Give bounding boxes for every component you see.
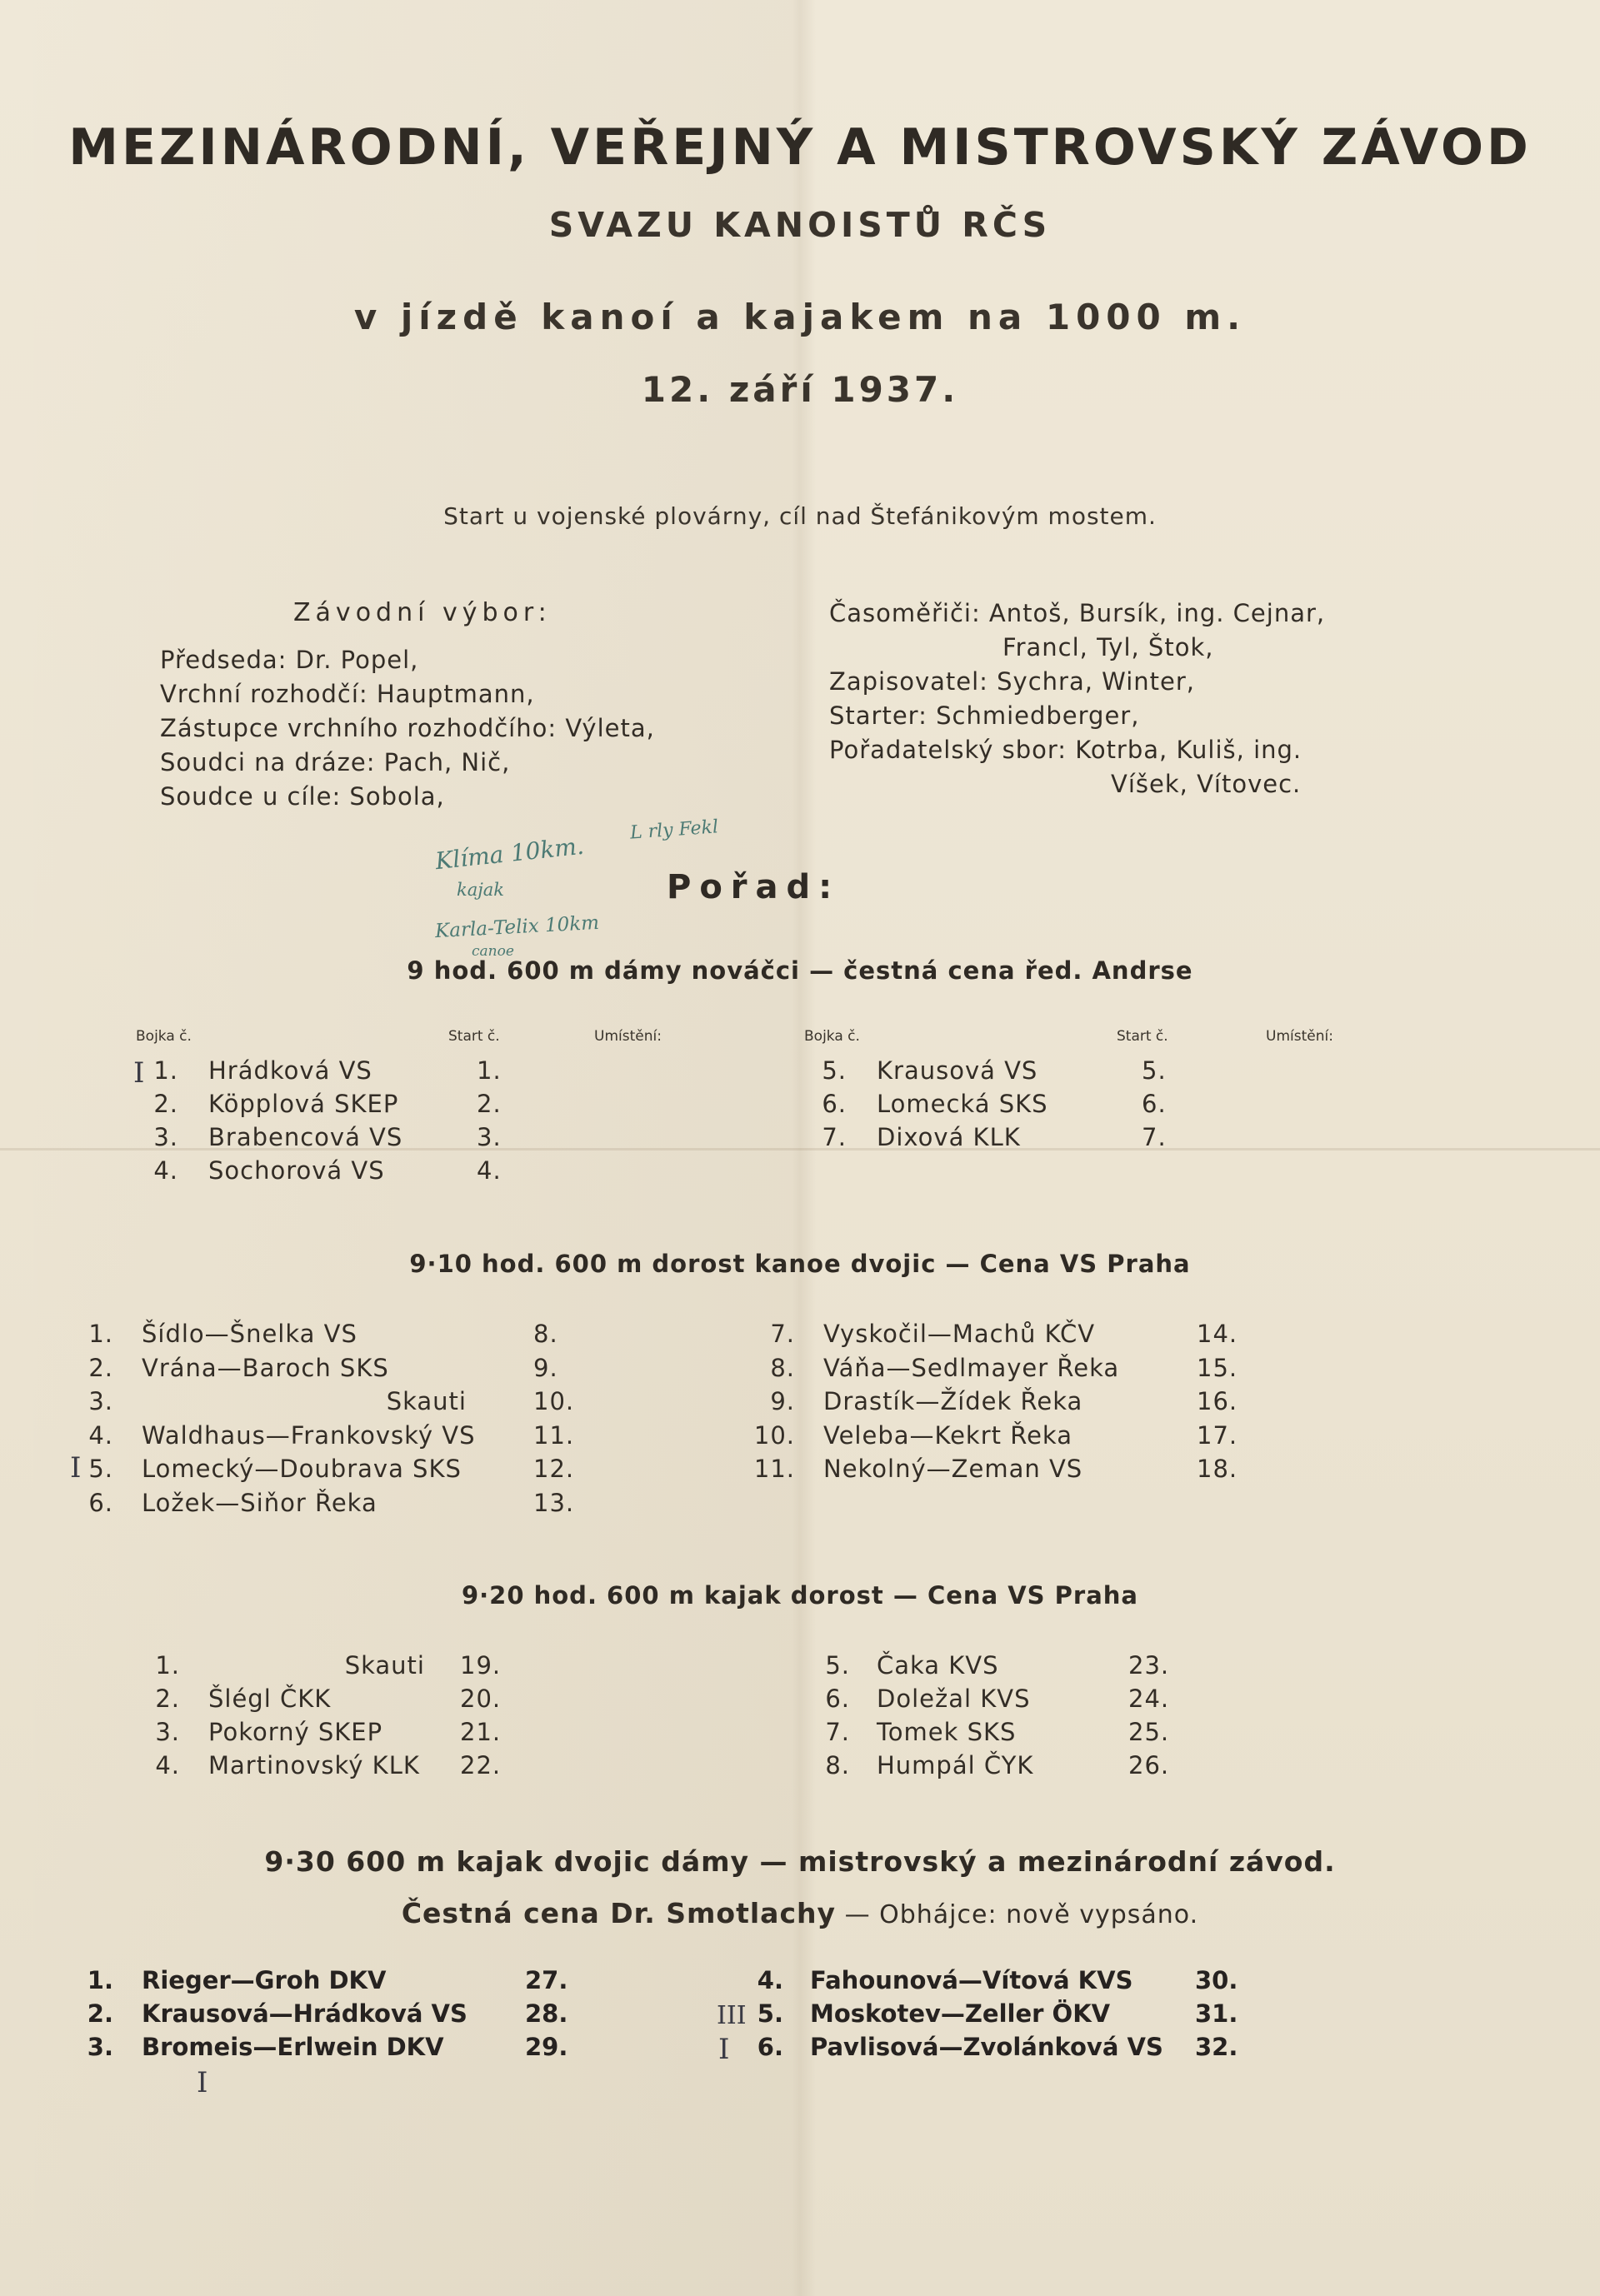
competitor-name: Martinovský KLK: [208, 1751, 420, 1779]
start-number: 16.: [1197, 1387, 1238, 1415]
boat-number: 7.: [770, 1320, 795, 1348]
start-number: 20.: [460, 1685, 502, 1713]
boat-number: 6.: [88, 1488, 113, 1517]
start-number: 4.: [477, 1156, 502, 1185]
boat-number: 3.: [153, 1123, 178, 1151]
competitor-name: Šlégl ČKK: [208, 1685, 332, 1713]
race2-heading: 9·10 hod. 600 m dorost kanoe dvojic — Cena VS Praha: [409, 1250, 1191, 1278]
competitor-name: Moskotev—Zeller ÖKV: [810, 1999, 1111, 2028]
start-number: 8.: [533, 1320, 558, 1348]
competitor-name: Vrána—Baroch SKS: [142, 1353, 389, 1382]
col-start-number: Start č.: [1117, 1028, 1168, 1045]
start-number: 7.: [1142, 1123, 1167, 1151]
start-number: 10.: [533, 1387, 575, 1415]
competitor-name: Lomecká SKS: [877, 1090, 1048, 1118]
start-number: 1.: [477, 1056, 502, 1085]
start-number: 2.: [477, 1090, 502, 1118]
start-finish-info: Start u vojenské plovárny, cíl nad Štefánikovým mostem.: [443, 502, 1157, 530]
start-number: 27.: [525, 1966, 568, 1994]
boat-number: 9.: [770, 1387, 795, 1415]
handwritten-note: Klíma 10km.: [433, 831, 586, 876]
start-number: 32.: [1195, 2033, 1238, 2061]
committee-line: Soudci na dráze: Pach, Nič,: [160, 748, 511, 776]
handwritten-note: canoe: [472, 943, 514, 960]
start-number: 23.: [1128, 1651, 1170, 1680]
committee-line: Zástupce vrchního rozhodčího: Výleta,: [160, 714, 655, 742]
start-number: 31.: [1195, 1999, 1238, 2028]
competitor-name: Sochorová VS: [208, 1156, 385, 1185]
boat-number: 4.: [757, 1966, 783, 1994]
start-number: 11.: [533, 1420, 575, 1450]
competitor-name: Köpplová SKEP: [208, 1090, 399, 1118]
start-number: 17.: [1197, 1420, 1238, 1450]
col-placing: Umístění:: [1266, 1028, 1333, 1045]
start-number: 12.: [533, 1455, 575, 1483]
boat-number: 1.: [87, 1966, 113, 1994]
committee-line: Předseda: Dr. Popel,: [160, 646, 419, 674]
boat-number: 4.: [153, 1156, 178, 1185]
competitor-name: Vyskočil—Machů KČV: [823, 1320, 1096, 1348]
competitor-name: Pokorný SKEP: [208, 1718, 383, 1746]
start-number: 18.: [1197, 1455, 1238, 1483]
race4-heading: 9·30 600 m kajak dvojic dámy — mistrovský a mezinárodní závod.: [264, 1845, 1336, 1878]
competitor-name: Waldhaus—Frankovský VS: [142, 1420, 476, 1450]
start-number: 21.: [460, 1718, 502, 1746]
committee-line: Francl, Tyl, Štok,: [1002, 633, 1214, 661]
start-number: 25.: [1128, 1718, 1170, 1746]
col-start-number: Start č.: [448, 1028, 500, 1045]
competitor-name: Ložek—Siňor Řeka: [142, 1488, 378, 1517]
pencil-mark: III: [717, 2001, 747, 2030]
boat-number: 3.: [155, 1718, 180, 1746]
start-number: 5.: [1142, 1056, 1167, 1085]
start-number: 9.: [533, 1353, 558, 1382]
competitor-name: Rieger—Groh DKV: [142, 1966, 387, 1994]
start-number: 19.: [460, 1651, 502, 1680]
boat-number: 4.: [155, 1751, 180, 1779]
boat-number: 11.: [753, 1455, 795, 1483]
pencil-mark: I: [197, 2066, 208, 2099]
committee-line: Vrchní rozhodčí: Hauptmann,: [160, 680, 535, 708]
start-number: 28.: [525, 1999, 568, 2028]
committee-left: [160, 643, 655, 814]
defender-info: — Obhájce: nově vypsáno.: [844, 1900, 1199, 1929]
organizer-subtitle: SVAZU KANOISTŮ RČS: [548, 205, 1052, 245]
handwritten-note: Karla-Telix 10km: [434, 911, 600, 943]
pencil-mark: I: [133, 1056, 145, 1090]
competitor-name: Šídlo—Šnelka VS: [142, 1320, 358, 1348]
boat-number: 6.: [822, 1090, 847, 1118]
committee-line: Časoměřiči: Antoš, Bursík, ing. Cejnar,: [829, 599, 1326, 627]
boat-number: 6.: [825, 1685, 850, 1713]
boat-number: 6.: [757, 2033, 783, 2061]
boat-number: 5.: [757, 1999, 783, 2028]
committee-line: Zapisovatel: Sychra, Winter,: [829, 667, 1195, 696]
competitor-name: Bromeis—Erlwein DKV: [142, 2033, 444, 2061]
competitor-name: Dixová KLK: [877, 1123, 1021, 1151]
competitor-name: Váňa—Sedlmayer Řeka: [823, 1353, 1120, 1382]
boat-number: 7.: [822, 1123, 847, 1151]
col-boat-number: Bojka č.: [136, 1028, 192, 1045]
race1-heading: 9 hod. 600 m dámy nováčci — čestná cena řed. Andrse: [407, 956, 1193, 985]
committee-line: Starter: Schmiedberger,: [829, 701, 1140, 730]
competitor-name: Drastík—Žídek Řeka: [823, 1387, 1083, 1415]
competitor-name: Brabencová VS: [208, 1123, 403, 1151]
boat-number: 5.: [825, 1651, 850, 1680]
competitor-name: Skauti: [344, 1651, 425, 1680]
boat-number: 8.: [825, 1751, 850, 1779]
start-number: 26.: [1128, 1751, 1170, 1779]
boat-number: 1.: [155, 1651, 180, 1680]
event-date: 12. září 1937.: [641, 369, 959, 410]
start-number: 14.: [1197, 1320, 1238, 1348]
competitor-name: Hrádková VS: [208, 1056, 372, 1085]
handwritten-note: L rly Fekl: [629, 816, 719, 844]
competitor-name: Tomek SKS: [877, 1718, 1017, 1746]
start-number: 3.: [477, 1123, 502, 1151]
competitor-name: Veleba—Kekrt Řeka: [823, 1420, 1072, 1450]
pencil-mark: I: [70, 1451, 82, 1485]
program-heading: Pořad:: [667, 868, 841, 906]
committee-line: Víšek, Vítovec.: [1111, 770, 1302, 798]
boat-number: 7.: [825, 1718, 850, 1746]
start-number: 29.: [525, 2033, 568, 2061]
pencil-mark: I: [718, 2033, 730, 2066]
start-number: 6.: [1142, 1090, 1167, 1118]
committee-right: [829, 596, 1325, 801]
boat-number: 2.: [88, 1353, 113, 1382]
start-number: 13.: [533, 1488, 575, 1517]
committee-line: Pořadatelský sbor: Kotrba, Kuliš, ing.: [829, 736, 1302, 764]
boat-number: 1.: [88, 1320, 113, 1348]
boat-number: 10.: [753, 1420, 795, 1450]
col-placing: Umístění:: [594, 1028, 662, 1045]
competitor-name: Nekolný—Zeman VS: [823, 1455, 1083, 1483]
boat-number: 2.: [155, 1685, 180, 1713]
competitor-name: Skauti: [386, 1387, 467, 1415]
competitor-name: Pavlisová—Zvolánková VS: [810, 2033, 1163, 2061]
discipline-line: v jízdě kanoí a kajakem na 1000 m.: [353, 297, 1247, 337]
committee-line: Soudce u cíle: Sobola,: [160, 782, 445, 811]
competitor-name: Doležal KVS: [877, 1685, 1031, 1713]
boat-number: 8.: [770, 1353, 795, 1382]
col-boat-number: Bojka č.: [804, 1028, 860, 1045]
boat-number: 2.: [153, 1090, 178, 1118]
competitor-name: Humpál ČYK: [877, 1751, 1034, 1779]
start-number: 22.: [460, 1751, 502, 1779]
boat-number: 3.: [88, 1387, 113, 1415]
boat-number: 2.: [87, 1999, 113, 2028]
honorary-prize: Čestná cena Dr. Smotlachy: [401, 1897, 837, 1929]
start-number: 24.: [1128, 1685, 1170, 1713]
competitor-name: Krausová VS: [877, 1056, 1038, 1085]
competitor-name: Krausová—Hrádková VS: [142, 1999, 468, 2028]
boat-number: 1.: [153, 1056, 178, 1085]
competitor-name: Fahounová—Vítová KVS: [810, 1966, 1133, 1994]
race3-heading: 9·20 hod. 600 m kajak dorost — Cena VS Praha: [461, 1581, 1139, 1610]
boat-number: 3.: [87, 2033, 113, 2061]
boat-number: 5.: [822, 1056, 847, 1085]
competitor-name: Lomecký—Doubrava SKS: [142, 1455, 462, 1483]
start-number: 15.: [1197, 1353, 1238, 1382]
boat-number: 5.: [88, 1455, 113, 1483]
main-title: MEZINÁRODNÍ, VEŘEJNÝ A MISTROVSKÝ ZÁVOD: [68, 118, 1532, 177]
start-number: 30.: [1195, 1966, 1238, 1994]
handwritten-note: kajak: [457, 880, 505, 900]
boat-number: 4.: [88, 1420, 113, 1450]
race4-subheading: [0, 1897, 1600, 1929]
committee-heading: Závodní výbor:: [293, 598, 552, 627]
competitor-name: Čaka KVS: [877, 1651, 999, 1680]
